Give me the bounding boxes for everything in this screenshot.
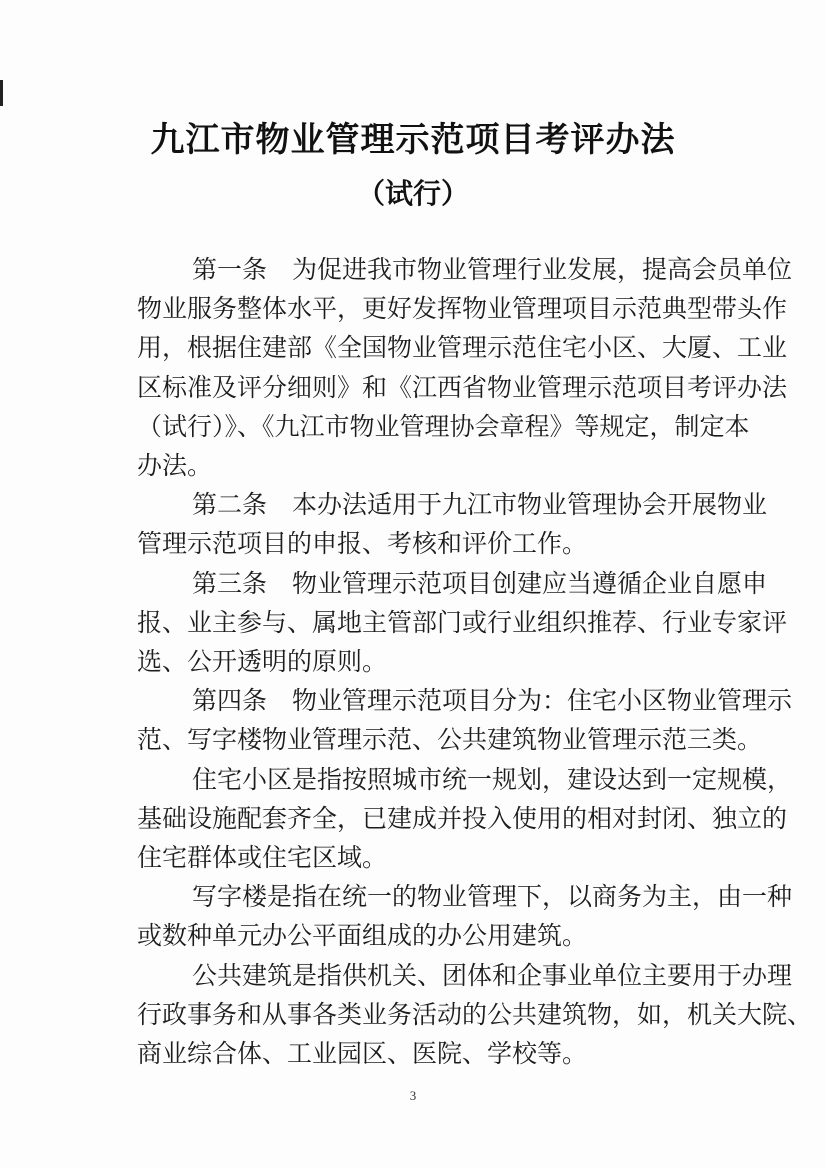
article-2-line-1: 第二条 本办法适用于九江市物业管理协会开展物业: [192, 490, 768, 520]
article-3-line-2: 报、业主参与、属地主管部门或行业组织推荐、行业专家评: [137, 607, 788, 637]
office-definition-line-2: 或数种单元办公平面组成的办公用建筑。: [137, 921, 588, 951]
residential-definition-line-2: 基础设施配套齐全，已建成并投入使用的相对封闭、独立的: [137, 803, 788, 833]
residential-definition-line-3: 住宅群体或住宅区域。: [137, 843, 388, 872]
article-1-line-3: 用，根据住建部《全国物业管理示范住宅小区、大厦、工业: [137, 333, 788, 363]
page-number: 3: [409, 1088, 417, 1103]
public-building-definition-line-3: 商业综合体、工业园区、医院、学校等。: [137, 1039, 588, 1068]
article-4-line-2: 范、写字楼物业管理示范、公共建筑物业管理示范三类。: [137, 725, 763, 755]
office-definition-line-1: 写字楼是指在统一的物业管理下，以商务为主，由一种: [192, 882, 793, 912]
article-3-line-3: 选、公开透明的原则。: [137, 647, 388, 676]
scan-edge-mark: [0, 80, 3, 106]
document-subtitle: （试行）: [356, 177, 469, 210]
article-4-line-1: 第四条 物业管理示范项目分为：住宅小区物业管理示: [192, 686, 793, 716]
article-2-line-2: 管理示范项目的申报、考核和评价工作。: [137, 529, 588, 559]
public-building-definition-line-1: 公共建筑是指供机关、团体和企事业单位主要用于办理: [192, 960, 793, 990]
document-title: 九江市物业管理示范项目考评办法: [150, 120, 676, 160]
article-1-line-1: 第一条 为促进我市物业管理行业发展，提高会员单位: [192, 255, 793, 284]
article-3-line-1: 第三条 物业管理示范项目创建应当遵循企业自愿申: [192, 568, 768, 598]
article-1-line-4: 区标准及评分细则》和《江西省物业管理示范项目考评办法: [137, 372, 788, 402]
article-1-line-2: 物业服务整体水平，更好发挥物业管理项目示范典型带头作: [137, 294, 788, 324]
public-building-definition-line-2: 行政事务和从事各类业务活动的公共建筑物，如，机关大院、: [137, 999, 813, 1029]
residential-definition-line-1: 住宅小区是指按照城市统一规划，建设达到一定规模，: [192, 764, 793, 794]
article-1-line-6: 办法。: [137, 451, 213, 480]
article-1-line-5: （试行）》、《九江市物业管理协会章程》等规定，制定本: [137, 411, 750, 441]
